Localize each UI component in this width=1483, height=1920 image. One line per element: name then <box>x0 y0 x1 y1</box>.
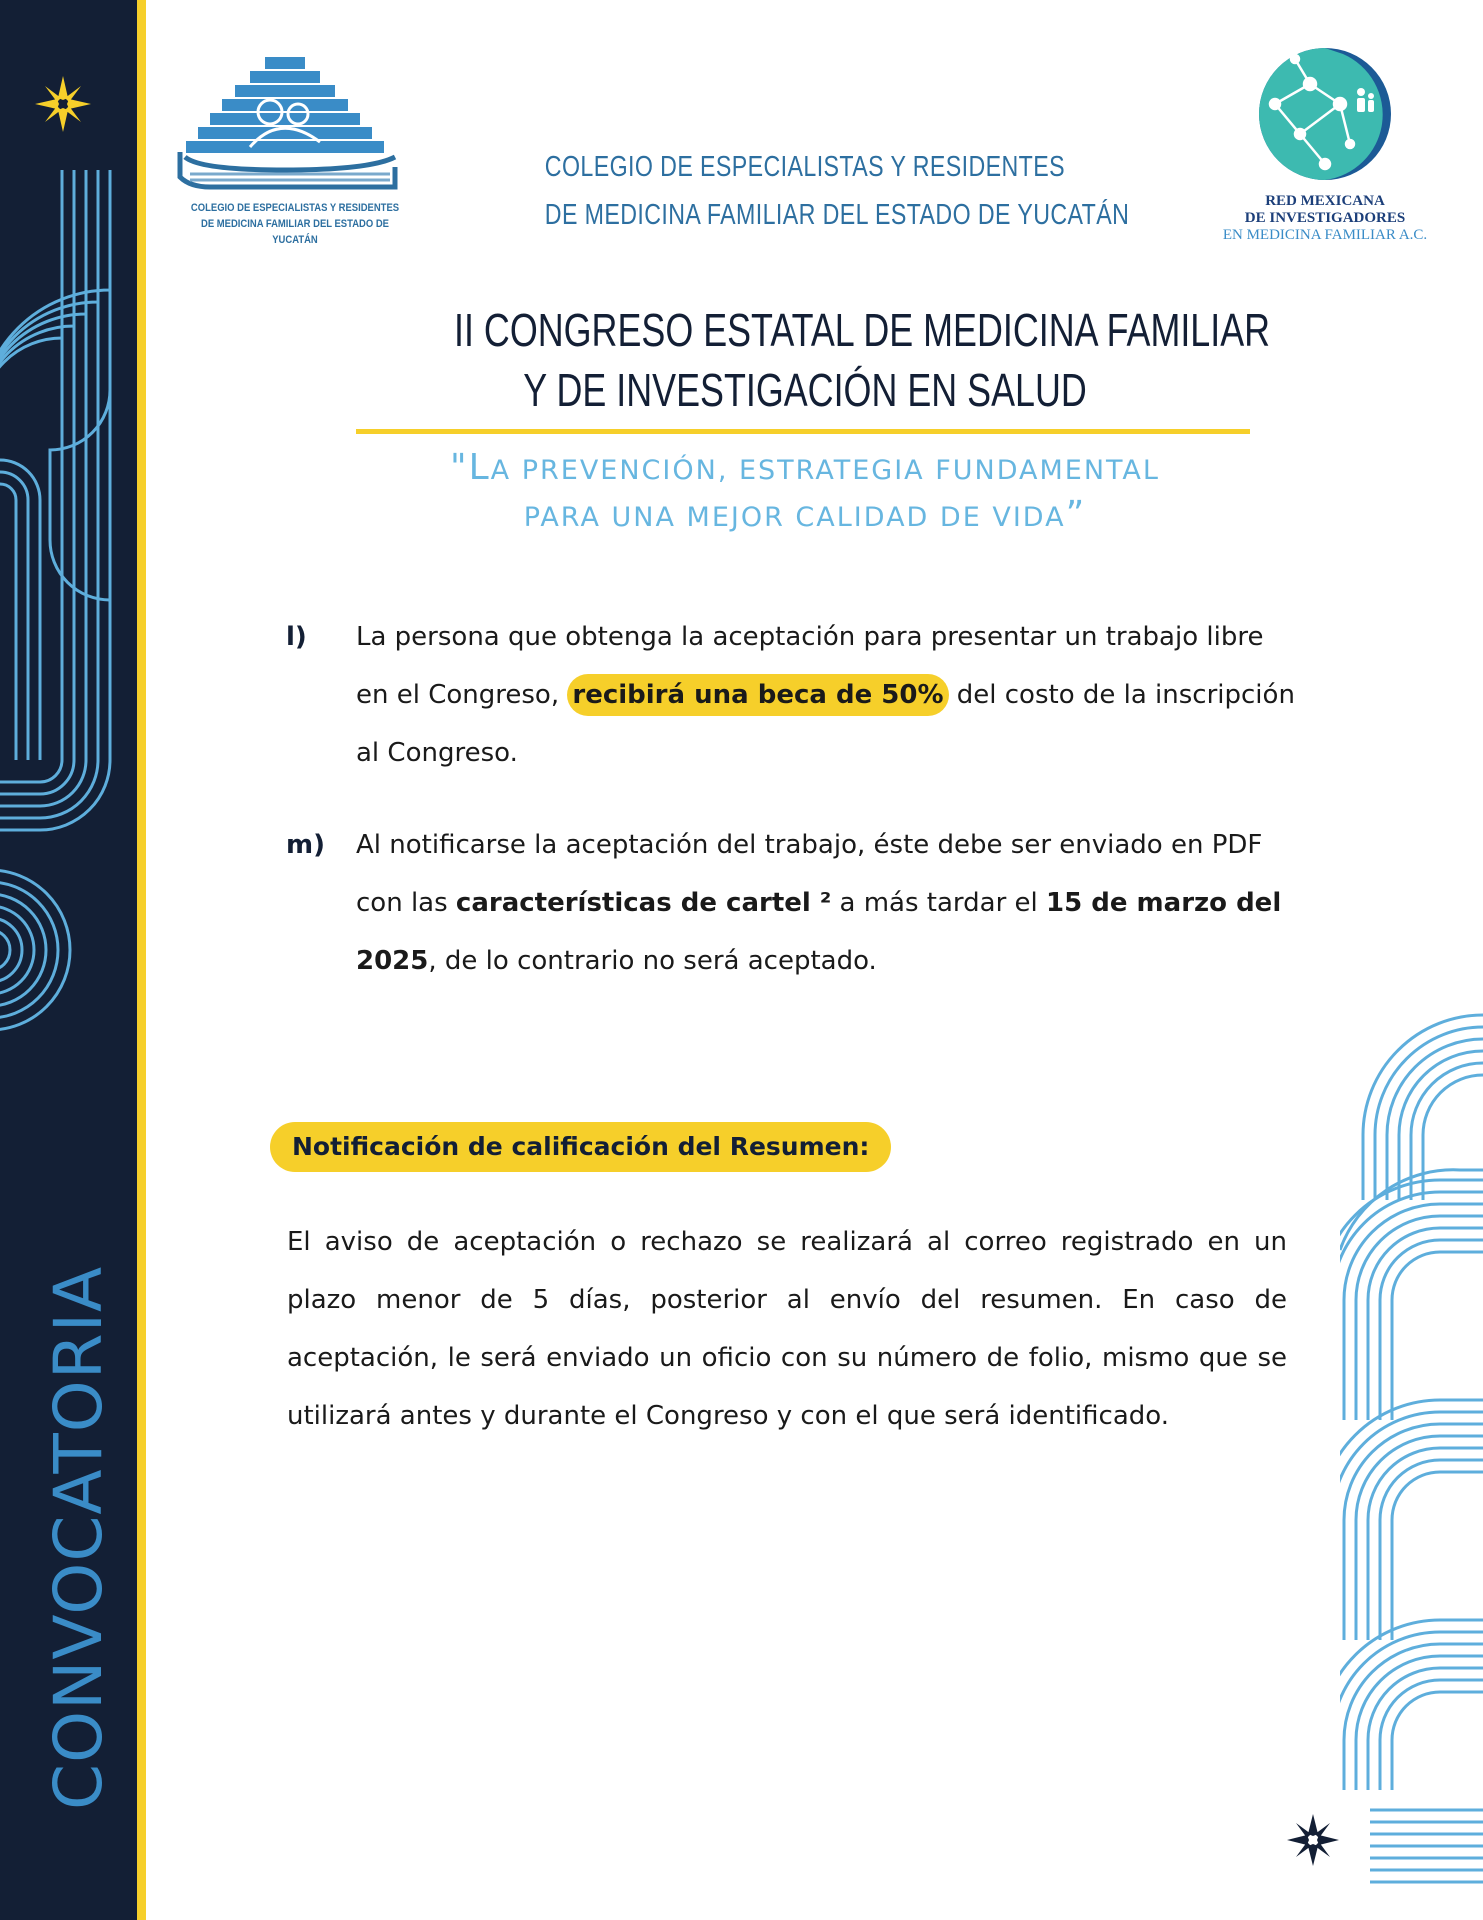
title-divider <box>356 429 1250 434</box>
motto: "LA PREVENCIÓN, ESTRATEGIA FUNDAMENTAL PARA UNA MEJOR CALIDAD DE VIDA” <box>450 447 1160 535</box>
network-logo <box>1255 44 1395 184</box>
network-logo-caption: RED MEXICANA DE INVESTIGADORES EN MEDICINA FAMILIAR A.C. <box>1222 193 1428 243</box>
star-icon-bottom <box>1285 1812 1341 1868</box>
section-heading: Notificación de calificación del Resumen: <box>270 1122 891 1172</box>
convocatoria-vertical-label: CONVOCATORIA <box>40 1265 117 1810</box>
scholarship-highlight: recibirá una beca de 50% <box>567 674 948 716</box>
item-m-label: m) <box>286 830 325 860</box>
right-decoration <box>1340 1000 1483 1900</box>
sidebar-gold-stripe <box>137 0 146 1920</box>
sidebar <box>0 0 137 1920</box>
item-l-text: La persona que obtenga la aceptación para presentar un trabajo libre en el Congreso, recibirá una beca de 50% del costo de la inscripción al Congreso. <box>356 622 1295 768</box>
college-logo-caption: COLEGIO DE ESPECIALISTAS Y RESIDENTES DE MEDICINA FAMILIAR DEL ESTADO DE YUCATÁN <box>190 202 400 246</box>
item-l-label: l) <box>286 622 307 652</box>
item-m-text: Al notificarse la aceptación del trabajo, éste debe ser enviado en PDF con las características de cartel ² a más tardar el 15 de marzo del 2025, de lo contrario no será aceptado. <box>356 830 1282 976</box>
star-icon <box>35 76 91 132</box>
notification-paragraph: El aviso de aceptación o rechazo se realizará al correo registrado en un plazo menor de 5 días, posterior al envío del resumen. En caso de aceptación, le será enviado un oficio con su número de folio, mismo que se utilizará antes y durante el Congreso y con el que será identificado. <box>287 1227 1287 1431</box>
organization-name: COLEGIO DE ESPECIALISTAS Y RESIDENTES DE MEDICINA FAMILIAR DEL ESTADO DE YUCATÁN <box>544 151 1130 231</box>
congress-title: II CONGRESO ESTATAL DE MEDICINA FAMILIAR Y DE INVESTIGACIÓN EN SALUD <box>454 304 1271 416</box>
